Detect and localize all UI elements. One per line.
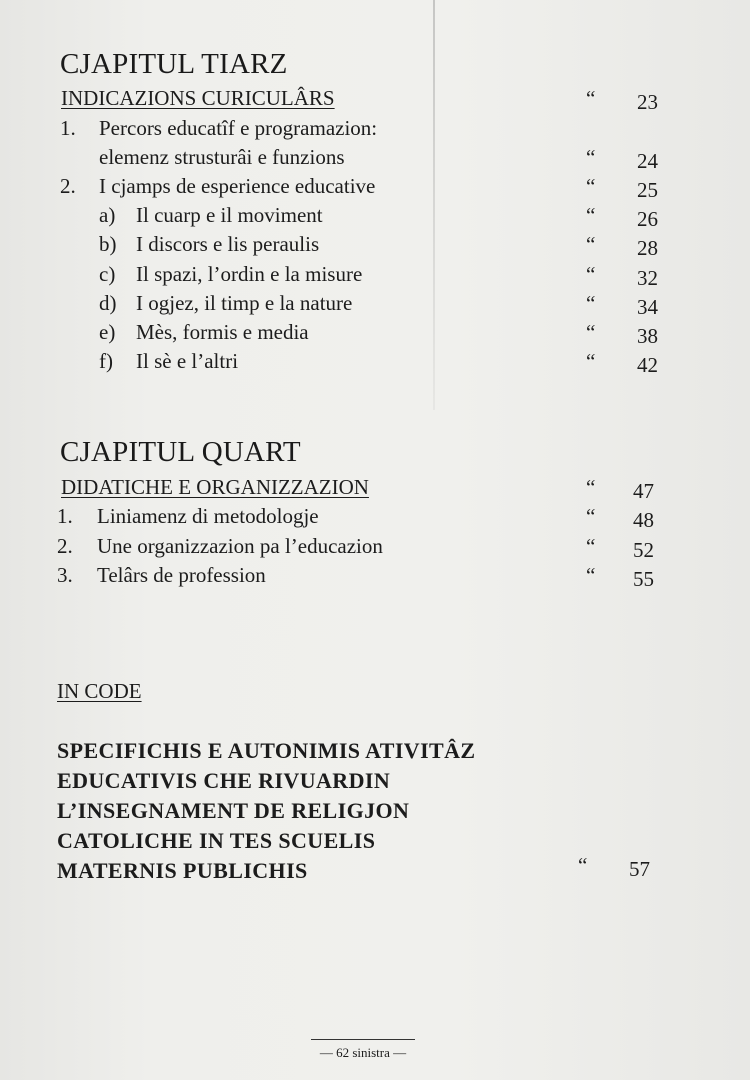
subentry-ditto: “ — [586, 232, 596, 256]
entry-text: Liniamenz di metodologje — [97, 504, 319, 528]
appendix-heading: IN CODE — [57, 679, 142, 703]
subentry-text: Il cuarp e il moviment — [136, 203, 323, 227]
subentry-letter: c) — [99, 262, 116, 286]
entry-text: Une organizzazion pa l’educazion — [97, 534, 383, 558]
entry-number: 3. — [57, 563, 73, 587]
subentry-text: I discors e lis peraulis — [136, 232, 320, 256]
entry-ditto: “ — [586, 563, 596, 587]
entry-text: Telârs de profession — [97, 563, 266, 587]
chapter-4-title: CJAPITUL QUART — [60, 436, 301, 468]
entry-number: 1. — [60, 116, 76, 140]
entry-ditto: “ — [586, 174, 596, 198]
chapter-3-heading-page: 23 — [637, 90, 658, 114]
entry-number: 1. — [57, 504, 73, 528]
appendix-title-line: MATERNIS PUBLICHIS — [57, 858, 308, 883]
entry-number: 2. — [60, 174, 76, 198]
entry-page: 55 — [633, 567, 654, 591]
entry-page: 48 — [633, 508, 654, 532]
subentry-ditto: “ — [586, 320, 596, 344]
footer-rule — [311, 1039, 415, 1040]
subentry-letter: e) — [99, 320, 116, 344]
chapter-3-heading-ditto: “ — [586, 86, 596, 110]
subentry-page: 32 — [637, 266, 658, 290]
entry-number: 2. — [57, 534, 73, 558]
subentry-letter: d) — [99, 291, 117, 315]
entry-page: 52 — [633, 538, 654, 562]
subentry-page: 26 — [637, 207, 658, 231]
subentry-text: I ogjez, il timp e la nature — [136, 291, 353, 315]
chapter-4-heading-ditto: “ — [586, 475, 596, 499]
subentry-page: 42 — [637, 353, 658, 377]
entry-text: Percors educatîf e programazion: — [99, 116, 378, 140]
appendix-title-line: CATOLICHE IN TES SCUELIS — [57, 828, 376, 853]
subentry-letter: f) — [99, 349, 113, 373]
subentry-page: 34 — [637, 295, 658, 319]
entry-ditto: “ — [586, 145, 596, 169]
entry-page: 24 — [637, 149, 658, 173]
entry-ditto: “ — [586, 504, 596, 528]
appendix-ditto: “ — [578, 853, 588, 877]
subentry-letter: b) — [99, 232, 117, 256]
entry-text: I cjamps de esperience educative — [99, 174, 376, 198]
entry-page: 25 — [637, 178, 658, 202]
appendix-page: 57 — [629, 857, 650, 881]
subentry-text: Il sè e l’altri — [136, 349, 239, 373]
subentry-page: 38 — [637, 324, 658, 348]
chapter-4-heading: DIDATICHE E ORGANIZZAZION — [61, 475, 369, 499]
appendix-title — [57, 736, 527, 886]
subentry-ditto: “ — [586, 203, 596, 227]
subentry-text: Il spazi, l’ordin e la misure — [136, 262, 363, 286]
subentry-page: 28 — [637, 236, 658, 260]
entry-text-continued: elemenz strusturâi e funzions — [99, 145, 345, 169]
subentry-ditto: “ — [586, 349, 596, 373]
subentry-ditto: “ — [586, 291, 596, 315]
appendix-title-line: SPECIFICHIS E AUTONIMIS ATIVITÂZ — [57, 738, 476, 763]
subentry-ditto: “ — [586, 262, 596, 286]
entry-ditto: “ — [586, 534, 596, 558]
chapter-4-heading-page: 47 — [633, 479, 654, 503]
chapter-3-heading: INDICAZIONS CURICULÂRS — [61, 86, 335, 110]
appendix-title-line: L’INSEGNAMENT DE RELIGJON — [57, 798, 410, 823]
subentry-text: Mès, formis e media — [136, 320, 309, 344]
appendix-title-line: EDUCATIVIS CHE RIVUARDIN — [57, 768, 391, 793]
page-fold-shadow — [433, 0, 435, 410]
chapter-3-title: CJAPITUL TIARZ — [60, 48, 288, 80]
subentry-letter: a) — [99, 203, 116, 227]
page-footer: — 62 sinistra — — [319, 1045, 407, 1060]
